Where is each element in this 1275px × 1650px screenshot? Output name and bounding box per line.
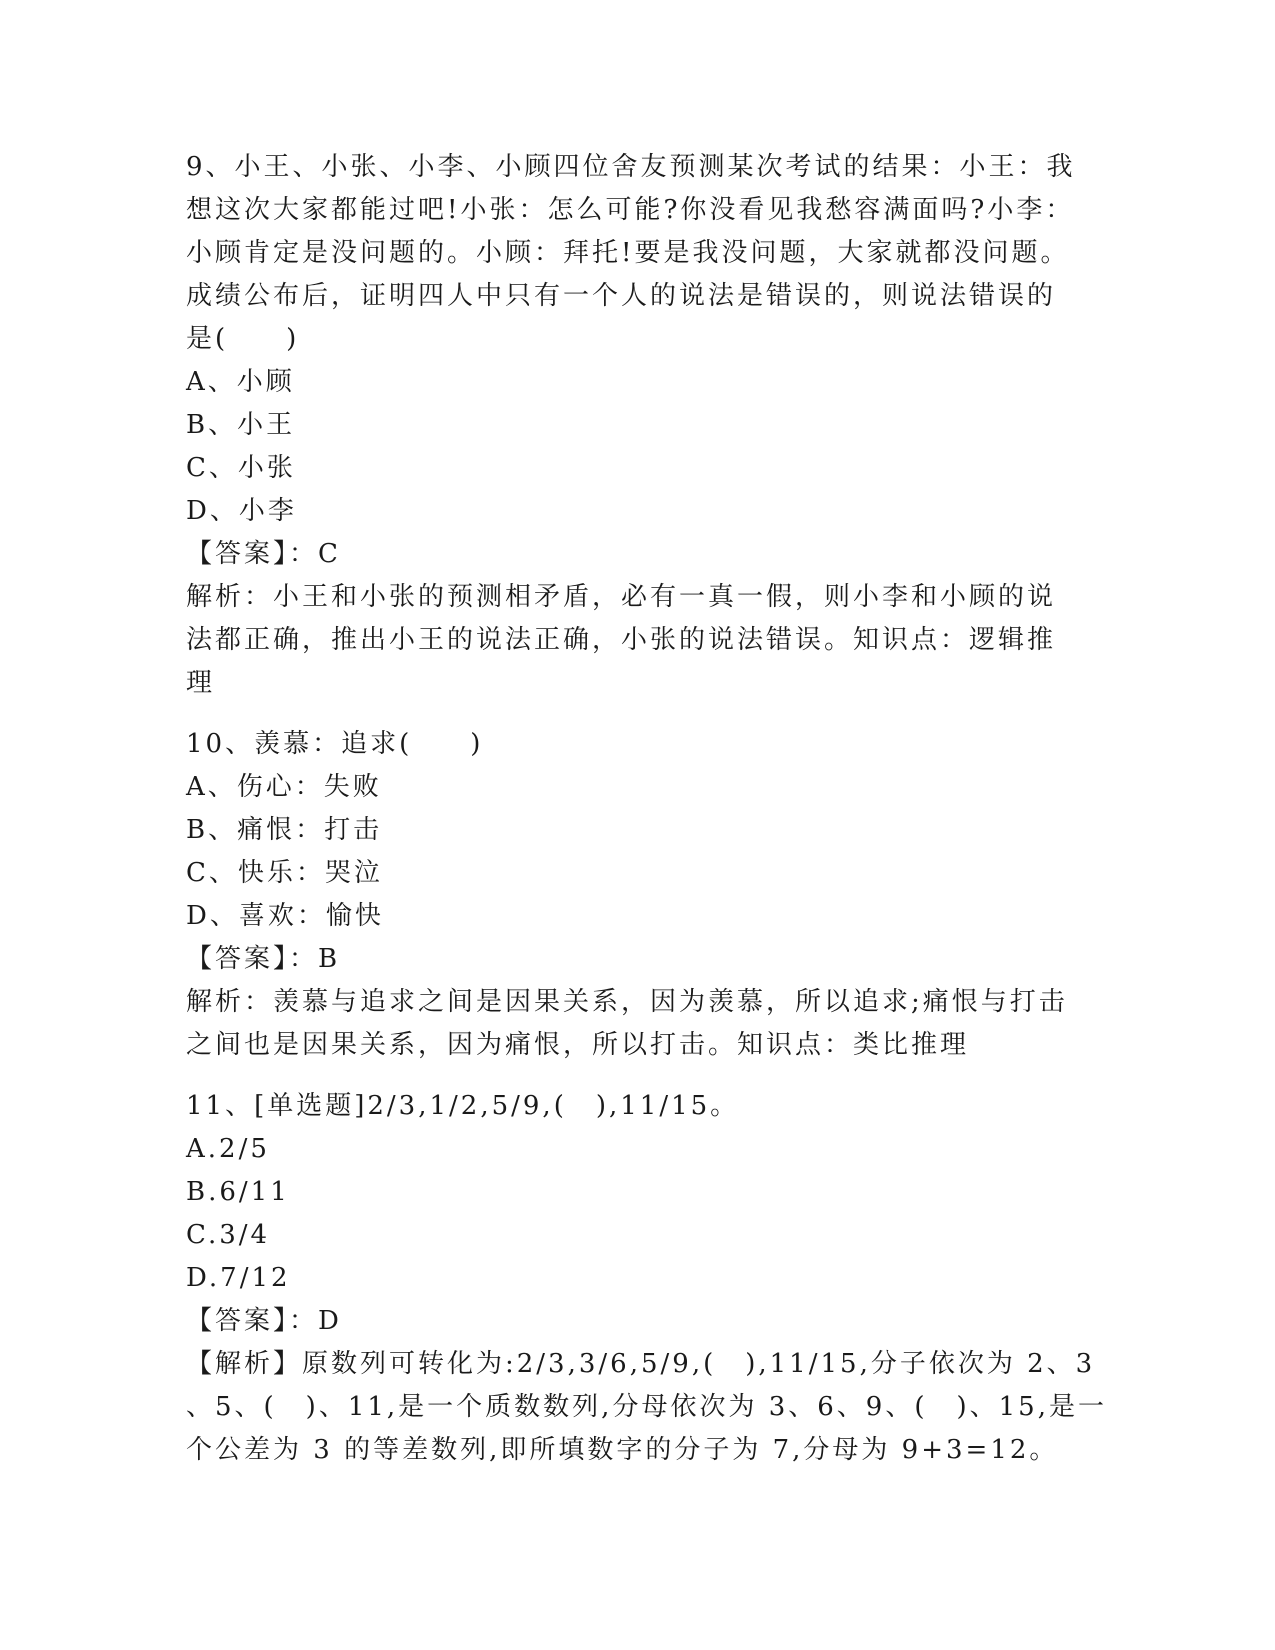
question-stem-line: 成绩公布后，证明四人中只有一个人的说法是错误的，则说法错误的 [186, 281, 1057, 311]
option-a: A.2/5 [186, 1134, 270, 1164]
option-c: C、小张 [186, 453, 296, 483]
question-stem-line: 小顾肯定是没问题的。小顾：拜托!要是我没问题，大家就都没问题。 [186, 238, 1070, 268]
question-stem-line: 想这次大家都能过吧!小张：怎么可能?你没看见我愁容满面吗?小李： [186, 195, 1075, 225]
analysis-line: 之间也是因果关系，因为痛恨，所以打击。知识点：类比推理 [186, 1030, 970, 1060]
analysis-line: 法都正确，推出小王的说法正确，小张的说法错误。知识点：逻辑推 [186, 625, 1057, 655]
option-b: B、痛恨：打击 [186, 815, 383, 845]
document-page [186, 146, 1107, 1472]
question-stem-line: 10、羡慕：追求( ) [186, 729, 484, 759]
analysis-line: 个公差为 3 的等差数列,即所填数字的分子为 7,分母为 9+3=12。 [186, 1435, 1059, 1465]
option-a: A、小顾 [186, 367, 295, 397]
option-d: D、小李 [186, 496, 297, 526]
analysis-line: 【解析】原数列可转化为:2/3,3/6,5/9,( ),11/15,分子依次为 2、3 [186, 1349, 1096, 1379]
question-stem-line: 11、[单选题]2/3,1/2,5/9,( ),11/15。 [186, 1091, 740, 1121]
question-stem-line: 9、小王、小张、小李、小顾四位舍友预测某次考试的结果：小王：我 [186, 152, 1076, 182]
analysis-line: 解析：羡慕与追求之间是因果关系，因为羡慕，所以追求;痛恨与打击 [186, 987, 1068, 1017]
analysis-line: 解析：小王和小张的预测相矛盾，必有一真一假，则小李和小顾的说 [186, 582, 1057, 612]
option-b: B、小王 [186, 410, 296, 440]
option-c: C.3/4 [186, 1220, 271, 1250]
option-d: D.7/12 [186, 1263, 291, 1293]
answer-line: 【答案】：B [186, 944, 341, 974]
question-9 [186, 146, 1086, 705]
option-c: C、快乐：哭泣 [186, 858, 383, 888]
question-11 [186, 1085, 1107, 1472]
option-d: D、喜欢：愉快 [186, 901, 384, 931]
option-a: A、伤心：失败 [186, 772, 382, 802]
analysis-line: 、5、( )、11,是一个质数数列,分母依次为 3、6、9、( )、15,是一 [186, 1392, 1107, 1422]
answer-line: 【答案】：C [186, 539, 341, 569]
question-10 [186, 723, 1086, 1067]
option-b: B.6/11 [186, 1177, 290, 1207]
analysis-line: 理 [186, 668, 216, 698]
question-stem-line: 是( ) [186, 324, 300, 354]
answer-line: 【答案】：D [186, 1306, 342, 1336]
